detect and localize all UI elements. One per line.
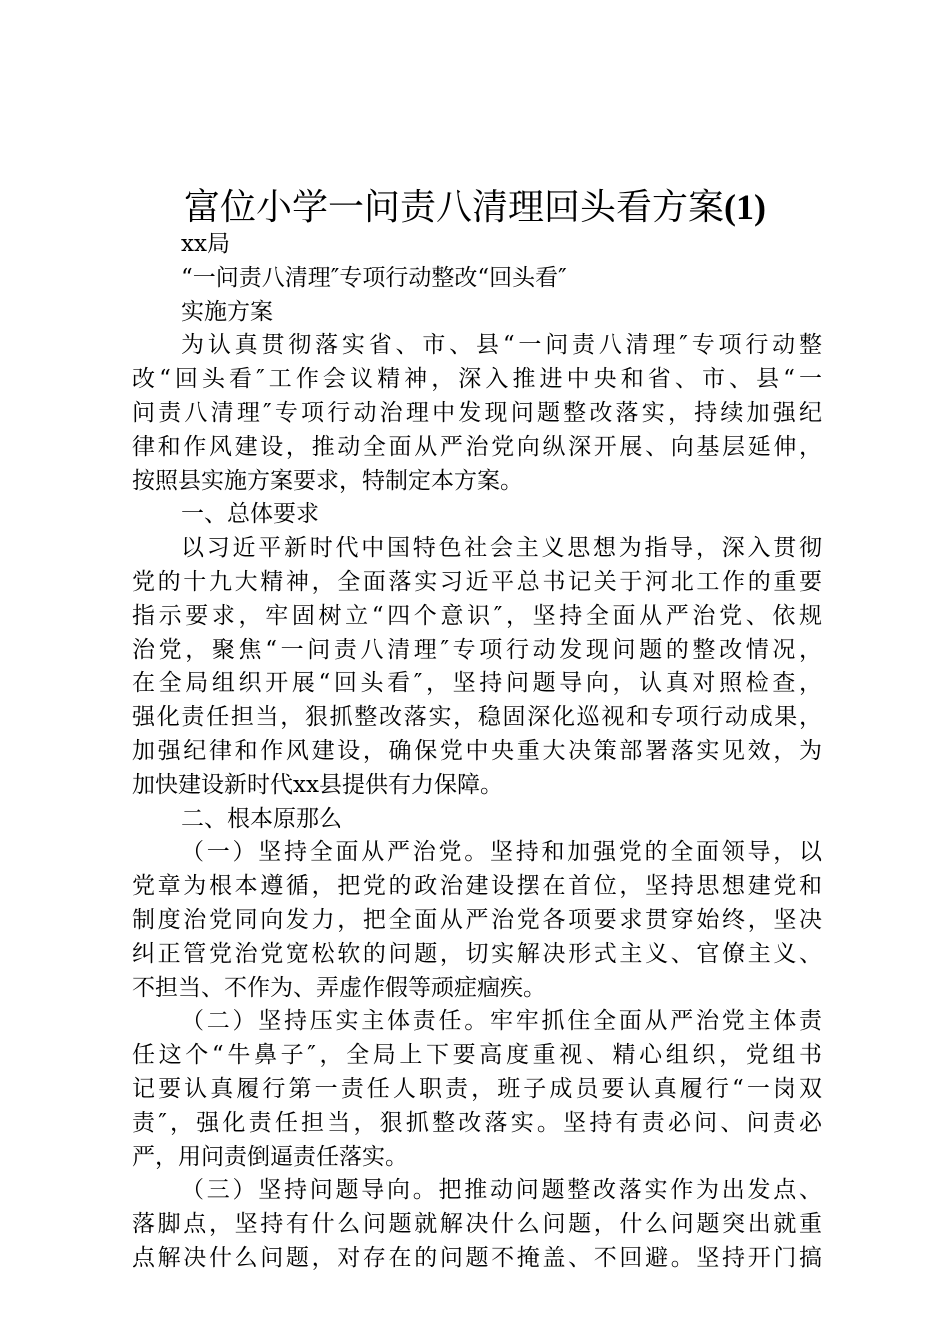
paragraph-line: 任这个“牛鼻子″，全局上下要高度重视、精心组织，党组书 — [132, 1042, 822, 1069]
subtitle-line: “一问责八清理″专项行动整改“回头看″ — [181, 264, 567, 291]
paragraph-line: （二）坚持压实主体责任。牢牢抓住全面从严治党主体责 — [181, 1008, 822, 1035]
page-title — [0, 183, 950, 232]
paragraph-line: 制度治党同向发力，把全面从严治党各项要求贯穿始终，坚决 — [132, 906, 822, 933]
paragraph-line: 问责八清理″专项行动治理中发现问题整改落实，持续加强纪 — [132, 399, 822, 426]
document-body — [132, 228, 822, 1276]
paragraph-line: 纠正管党治党宽松软的问题，切实解决形式主义、官僚主义、 — [132, 940, 822, 967]
paragraph-line: 党章为根本遵循，把党的政治建设摆在首位，坚持思想建党和 — [132, 873, 822, 900]
title-suffix: (1) — [724, 187, 766, 227]
paragraph-line: （三）坚持问题导向。把推动问题整改落实作为出发点、 — [181, 1177, 822, 1204]
paragraph-line: 强化责任担当，狠抓整改落实，稳固深化巡视和专项行动成果， — [132, 704, 822, 731]
paragraph-line: 严，用问责倒逼责任落实。 — [132, 1143, 408, 1170]
paragraph-line: 在全局组织开展“回头看″，坚持问题导向，认真对照检查， — [132, 670, 822, 697]
paragraph-line: 按照县实施方案要求，特制定本方案。 — [132, 467, 523, 494]
paragraph-line: 点解决什么问题，对存在的问题不掩盖、不回避。坚持开门搞 — [132, 1244, 822, 1271]
paragraph-line: 以习近平新时代中国特色社会主义思想为指导，深入贯彻 — [181, 535, 822, 562]
paragraph-line: 为认真贯彻落实省、市、县“一问责八清理″专项行动整 — [181, 332, 822, 359]
paragraph-line: 记要认真履行第一责任人职责，班子成员要认真履行“一岗双 — [132, 1075, 822, 1102]
paragraph-line: 指示要求，牢固树立“四个意识″，坚持全面从严治党、依规 — [132, 602, 822, 629]
paragraph-line: 加强纪律和作风建设，确保党中央重大决策部署落实见效，为 — [132, 737, 822, 764]
section-heading: 一、总体要求 — [181, 501, 319, 528]
paragraph-line: 治党，聚焦“一问责八清理″专项行动发现问题的整改情况， — [132, 636, 822, 663]
section-heading: 二、根本原那么 — [181, 805, 342, 832]
paragraph-line: 党的十九大精神，全面落实习近平总书记关于河北工作的重要 — [132, 568, 822, 595]
subtitle-line: 实施方案 — [181, 298, 273, 325]
paragraph-line: 不担当、不作为、弄虚作假等顽症痼疾。 — [132, 974, 546, 1001]
paragraph-line: 加快建设新时代xx县提供有力保障。 — [132, 771, 503, 798]
paragraph-line: 改“回头看″工作会议精神，深入推进中央和省、市、县“一 — [132, 366, 822, 393]
paragraph-line: （一）坚持全面从严治党。坚持和加强党的全面领导，以 — [181, 839, 822, 866]
paragraph-line: 责″，强化责任担当，狠抓整改落实。坚持有责必问、问责必 — [132, 1109, 822, 1136]
title-main: 富位小学一问责八清理回头看方案 — [184, 187, 725, 228]
dept-line: xx局 — [181, 231, 230, 257]
paragraph-line: 律和作风建设，推动全面从严治党向纵深开展、向基层延伸， — [132, 433, 822, 460]
paragraph-line: 落脚点，坚持有什么问题就解决什么问题，什么问题突出就重 — [132, 1211, 822, 1238]
